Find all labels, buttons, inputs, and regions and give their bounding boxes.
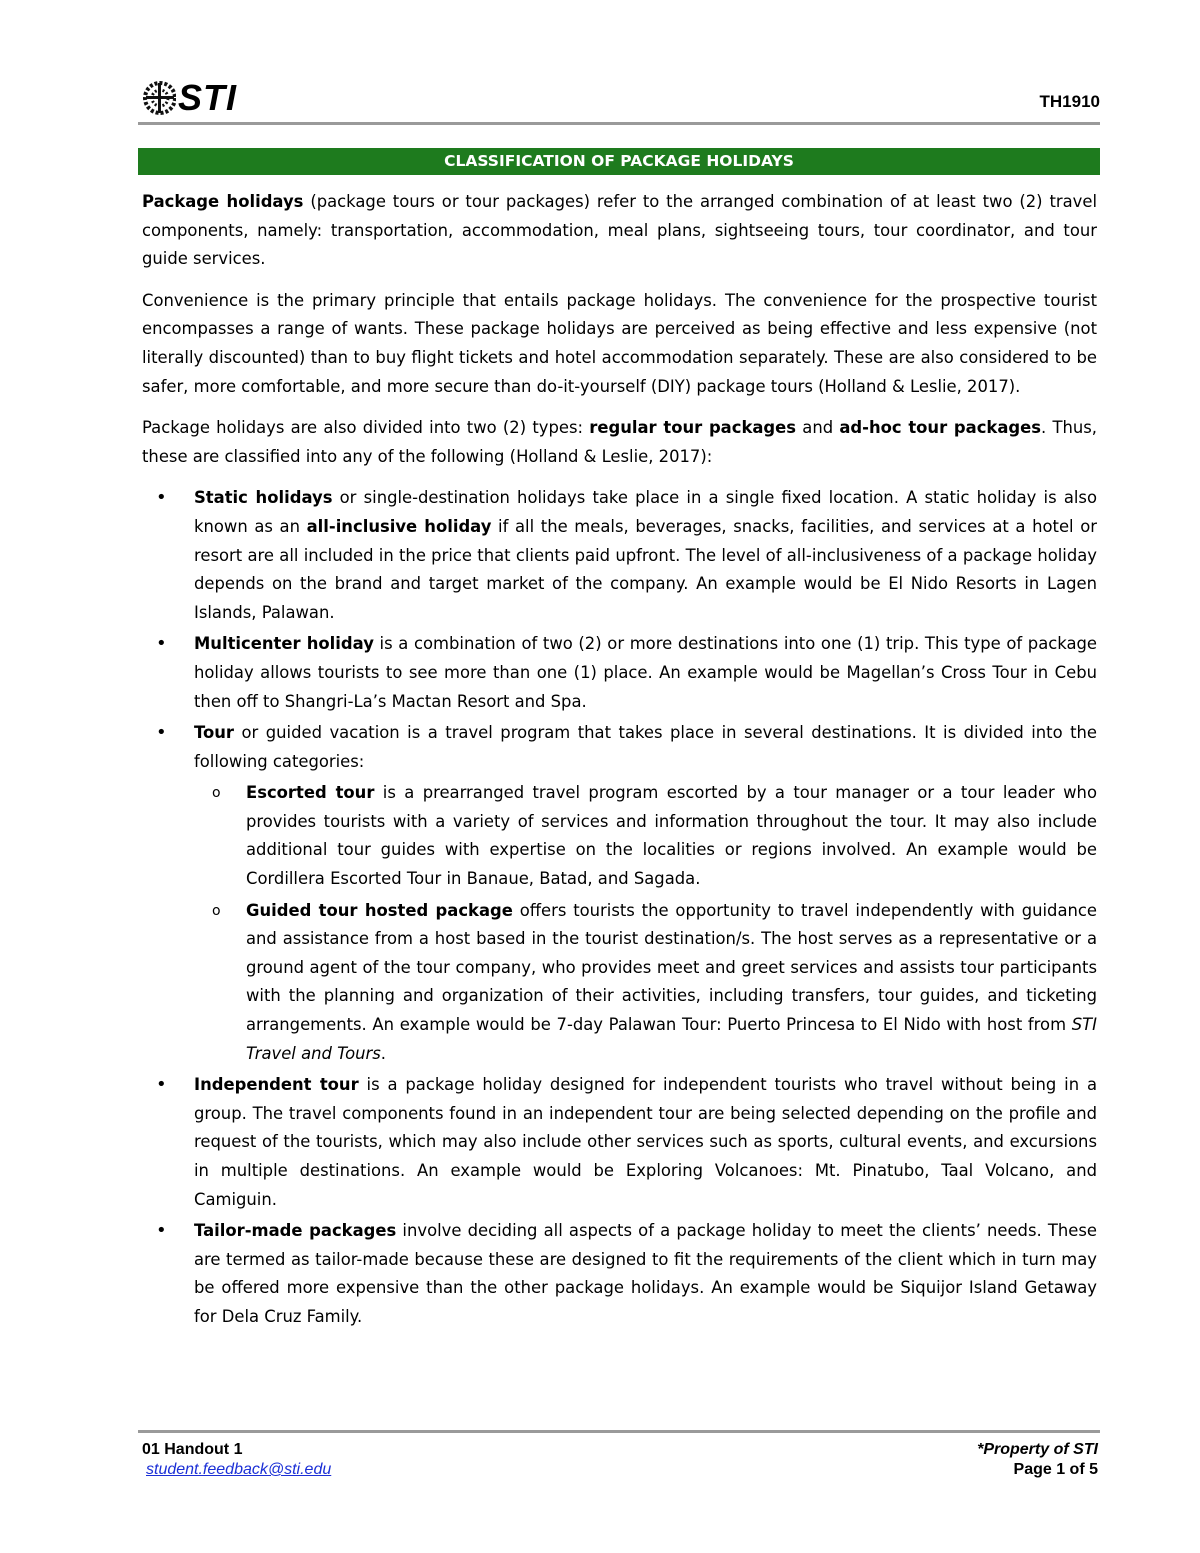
list-item-text: is a prearranged travel program escorted by a tour manager or a tour leader who provides tourists with a variety of services and information throughout the tour. It may also include additional tour guides with expertise on the localities or regions involved. An example would be Cordillera Escorted Tour in Banaue, Batad, and Sagada.	[246, 783, 1097, 889]
page-number: Page 1 of 5	[1013, 1461, 1098, 1478]
list-item-static-holidays	[142, 484, 1097, 627]
footer-right	[977, 1440, 1098, 1480]
feedback-email-link[interactable]: student.feedback@sti.edu	[146, 1461, 332, 1478]
footer-divider	[138, 1430, 1100, 1433]
list-item-text: is a package holiday designed for independent tourists who travel without being in a group. The travel components found in an independent tour are being selected depending on the profile and request of the tourists, which may also include other services such as sports, cultural events, and excursions in multiple destinations. An example would be Exploring Volcanoes: Mt. Pinatubo, Taal Volcano, and Camiguin.	[194, 1075, 1098, 1209]
property-label: *Property of STI	[977, 1441, 1098, 1458]
term-guided-tour-hosted-package: Guided tour hosted package	[246, 900, 513, 920]
list-item-text: or guided vacation is a travel program that takes place in several destinations. It is divided into the following categories:	[194, 723, 1097, 771]
paragraph-text: Convenience is the primary principle that entails package holidays. The convenience for the prospective tourist encompasses a range of wants. These package holidays are perceived as being effective and less expensive (not literally discounted) than to buy flight tickets and hotel accommodation separately. These are also considered to be safer, more comfortable, and more secure than do-it-yourself (DIY) package tours (Holland & Leslie, 2017).	[142, 290, 1097, 396]
document-body	[142, 188, 1097, 1335]
list-item-text: offers tourists the opportunity to travel independently with guidance and assistance from a host based in the tourist destination/s. The host serves as a representative or a ground agent of the tour company, who provides meet and greet services and assists tour participants with the planning and organization of their activities, including transfers, tour guides, and ticketing arrangements. An example would be 7-day Palawan Tour: Puerto Princesa to El Nido with host from	[246, 900, 1097, 1035]
sti-logo	[142, 78, 237, 118]
page-title: CLASSIFICATION OF PACKAGE HOLIDAYS	[138, 148, 1100, 175]
handout-label: 01 Handout 1	[142, 1441, 243, 1458]
list-item-guided-tour	[194, 897, 1097, 1069]
term-tailor-made-packages: Tailor-made packages	[194, 1221, 397, 1241]
list-item-text: or single-destination holidays take place in a single fixed location. A static holiday is also known as an	[194, 488, 1097, 536]
paragraph-text: and	[796, 418, 840, 438]
sub-bullet-icon: o	[212, 902, 221, 919]
company-name: STI Travel and Tours	[246, 1015, 1097, 1063]
paragraph-definition	[142, 188, 1097, 274]
bullet-icon: •	[156, 1220, 167, 1242]
list-item-tour	[142, 719, 1097, 1068]
list-item-text: involve deciding all aspects of a package holiday to meet the clients’ needs. These are termed as tailor-made because these are designed to fit the requirements of the client which in turn may be offered more expensive than the other package holidays. An example would be Siquijor Island Getaway for Dela Cruz Family.	[194, 1221, 1097, 1326]
list-item-text: is a combination of two (2) or more destinations into one (1) trip. This type of package holiday allows tourists to see more than one (1) place. An example would be Magellan’s Cross Tour in Cebu then off to Shangri-La’s Mactan Resort and Spa.	[194, 634, 1098, 711]
term-escorted-tour: Escorted tour	[246, 783, 375, 803]
term-ad-hoc-tour-packages: ad-hoc tour packages	[839, 418, 1042, 438]
term-static-holidays: Static holidays	[194, 488, 333, 508]
paragraph-text: . Thus, these are classified into any of the following (Holland & Leslie, 2017):	[142, 418, 1098, 466]
bullet-icon: •	[156, 633, 167, 655]
logo-text: STI	[178, 77, 238, 118]
bullet-icon: •	[156, 487, 167, 509]
page-header	[142, 76, 1100, 120]
bullet-icon: •	[156, 722, 167, 744]
header-divider	[138, 122, 1100, 125]
term-independent-tour: Independent tour	[194, 1075, 359, 1095]
document-code: TH1910	[1039, 92, 1100, 111]
globe-icon	[142, 80, 176, 116]
term-multicenter-holiday: Multicenter holiday	[194, 634, 374, 654]
list-item-multicenter-holiday	[142, 630, 1097, 716]
paragraph-types	[142, 414, 1097, 471]
term-regular-tour-packages: regular tour packages	[589, 418, 797, 438]
term-package-holidays: Package holidays	[142, 192, 304, 211]
sub-bullet-icon: o	[212, 785, 221, 802]
paragraph-text: Package holidays are also divided into two (2) types:	[142, 418, 590, 438]
paragraph-text: (package tours or tour packages) refer to the arranged combination of at least two (2) travel components, namely: transportation, accommodation, meal plans, sightseeing tours, tour coordinator, and tour guide services.	[142, 192, 1097, 269]
tour-categories-list	[194, 779, 1097, 1068]
list-item-escorted-tour	[194, 779, 1097, 893]
list-item-tailor-made-packages	[142, 1217, 1097, 1331]
classification-list	[142, 484, 1097, 1331]
bullet-icon: •	[156, 1074, 167, 1096]
paragraph-convenience	[142, 287, 1097, 401]
footer-left	[142, 1440, 331, 1480]
term-all-inclusive-holiday: all-inclusive holiday	[306, 516, 492, 536]
list-item-text: if all the meals, beverages, snacks, facilities, and services at a hotel or resort are all included in the price that clients paid upfront. The level of all-inclusiveness of a package holiday depends on the brand and target market of the company. An example would be El Nido Resorts in Lagen Islands, Palawan.	[194, 516, 1097, 622]
list-item-text: .	[380, 1043, 387, 1063]
list-item-independent-tour	[142, 1071, 1097, 1214]
term-tour: Tour	[194, 723, 235, 743]
